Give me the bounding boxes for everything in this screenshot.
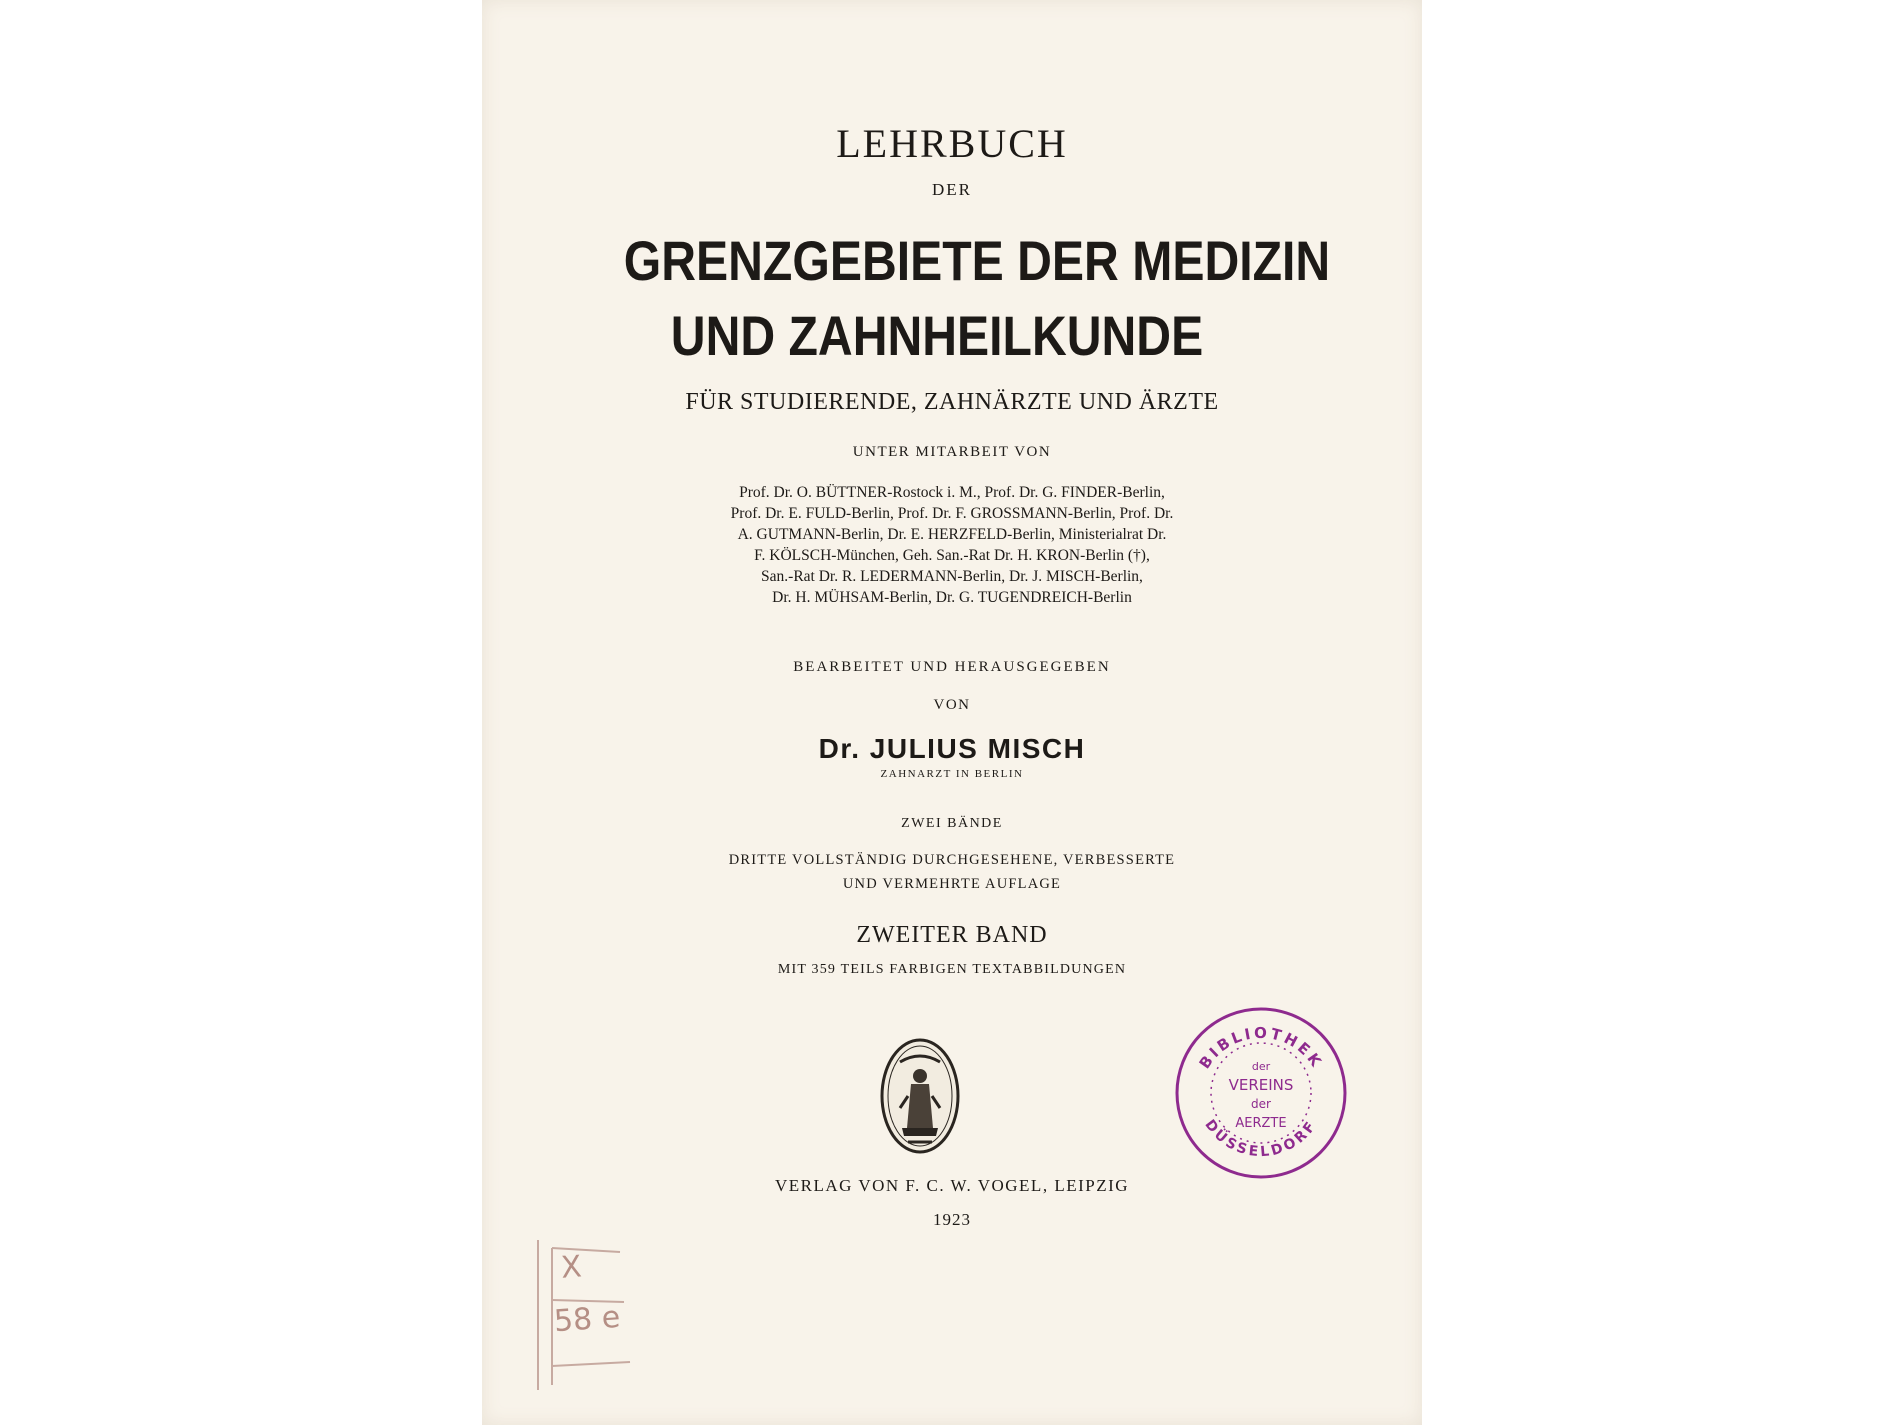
bearbeitet-line: BEARBEITET UND HERAUSGEGEBEN — [793, 659, 1111, 675]
lehrbuch-heading: LEHRBUCH — [836, 121, 1068, 166]
main-title-line-2: UND ZAHNHEILKUNDE — [670, 304, 1204, 367]
publisher-signet-icon — [878, 1036, 962, 1156]
contributor-line: F. KÖLSCH-München, Geh. San.-Rat Dr. H. KRON-Berlin (†), — [754, 547, 1150, 564]
contributor-line: A. GUTMANN-Berlin, Dr. E. HERZFELD-Berlin, Ministerialrat Dr. — [737, 526, 1167, 543]
shelfmark-line-2: 58 e — [552, 1299, 622, 1340]
stamp-top-text: BIBLIOTHEK — [1195, 1023, 1327, 1073]
shelfmark-line-1: X — [559, 1249, 583, 1286]
edition-line-2: UND VERMEHRTE AUFLAGE — [842, 876, 1062, 892]
shelfmark-annotation — [516, 1240, 636, 1390]
contributors-block — [482, 482, 1422, 608]
zwei-baende-line: ZWEI BÄNDE — [901, 816, 1003, 831]
edition-line-1: DRITTE VOLLSTÄNDIG DURCHGESEHENE, VERBESSERTE — [728, 852, 1176, 868]
contributor-line: Prof. Dr. E. FULD-Berlin, Prof. Dr. F. GROSSMANN-Berlin, Prof. Dr. — [730, 505, 1174, 522]
publisher-line: VERLAG VON F. C. W. VOGEL, LEIPZIG — [774, 1176, 1130, 1195]
author-name: Dr. JULIUS MISCH — [818, 733, 1086, 764]
contributor-line: Prof. Dr. O. BÜTTNER-Rostock i. M., Prof. Dr. G. FINDER-Berlin, — [739, 484, 1165, 501]
author-role: ZAHNARZT IN BERLIN — [880, 768, 1024, 780]
stamp-line: der — [1251, 1060, 1271, 1073]
stamp-line: der — [1251, 1097, 1271, 1111]
illustrations-line: MIT 359 TEILS FARBIGEN TEXTABBILDUNGEN — [777, 962, 1127, 977]
contributor-line: San.-Rat Dr. R. LEDERMANN-Berlin, Dr. J. MISCH-Berlin, — [761, 568, 1143, 585]
title-page — [482, 0, 1422, 1425]
volume-title: ZWEITER BAND — [856, 922, 1048, 948]
der-line: DER — [932, 180, 972, 199]
main-title-line-1: GRENZGEBIETE DER MEDIZIN — [623, 229, 1331, 292]
library-stamp-icon — [1172, 1007, 1350, 1179]
unter-mitarbeit-line: UNTER MITARBEIT VON — [852, 444, 1052, 460]
contributor-line: Dr. H. MÜHSAM-Berlin, Dr. G. TUGENDREICH-Berlin — [772, 589, 1132, 606]
von-line: VON — [933, 697, 971, 713]
stamp-line: VEREINS — [1228, 1076, 1294, 1094]
publication-year: 1923 — [933, 1210, 971, 1229]
subtitle: FÜR STUDIERENDE, ZAHNÄRZTE UND ÄRZTE — [685, 389, 1219, 415]
stamp-bottom-text: DÜSSELDORF — [1201, 1116, 1321, 1161]
stamp-line: AERZTE — [1235, 1116, 1287, 1131]
